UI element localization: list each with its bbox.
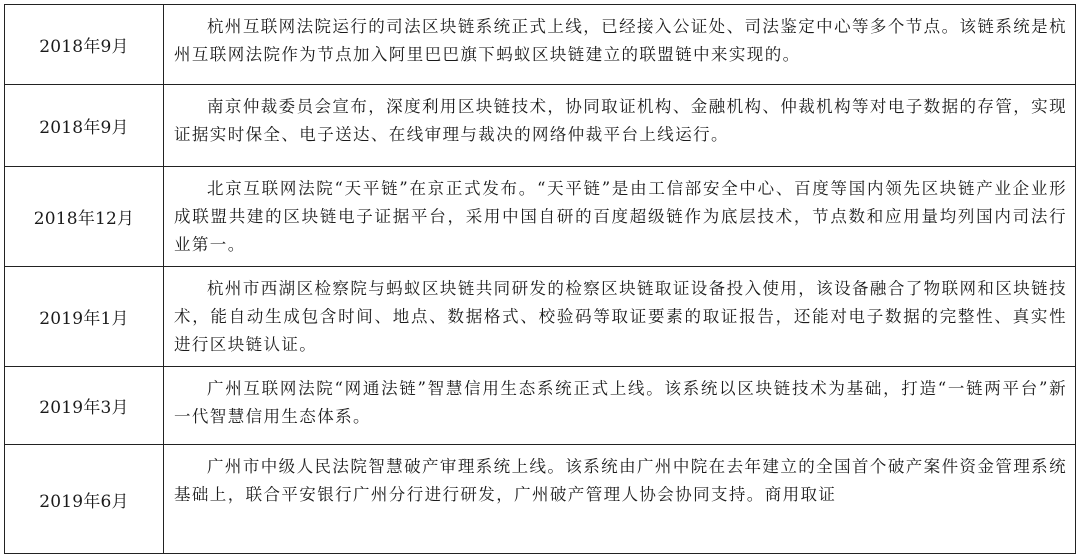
description-cell: 北京互联网法院“天平链”在京正式发布。“天平链”是由工信部安全中心、百度等国内领先区块链产业企业形成联盟共建的区块链电子证据平台，采用中国自研的百度超级链作为底层技术，节点数和应用量均列国内司法行业第一。 [174, 179, 1067, 254]
description-cell: 广州市中级人民法院智慧破产审理系统上线。该系统由广州中院在去年建立的全国首个破产案件资金管理系统基础上，联合平安银行广州分行进行研发，广州破产管理人协会协同支持。商用取证 [174, 457, 1067, 504]
date-cell: 2018年12月 [5, 167, 164, 266]
table-row [5, 445, 1075, 553]
table-row [5, 5, 1075, 85]
description-cell: 广州互联网法院“网通法链”智慧信用生态系统正式上线。该系统以区块链技术为基础，打造“一链两平台”新一代智慧信用生态体系。 [174, 379, 1067, 426]
table-row [5, 367, 1075, 445]
description-cell: 杭州互联网法院运行的司法区块链系统正式上线，已经接入公证处、司法鉴定中心等多个节点。该链系统是杭州互联网法院作为节点加入阿里巴巴旗下蚂蚁区块链建立的联盟链中来实现的。 [174, 17, 1067, 64]
events-table [4, 4, 1076, 554]
table-row [5, 85, 1075, 167]
date-cell: 2018年9月 [5, 85, 164, 166]
table-row [5, 167, 1075, 267]
description-cell: 南京仲裁委员会宣布，深度利用区块链技术，协同取证机构、金融机构、仲裁机构等对电子数据的存管，实现证据实时保全、电子送达、在线审理与裁决的网络仲裁平台上线运行。 [174, 97, 1067, 144]
date-cell: 2019年6月 [5, 445, 164, 553]
date-cell: 2019年1月 [5, 267, 164, 366]
description-cell: 杭州市西湖区检察院与蚂蚁区块链共同研发的检察区块链取证设备投入使用，该设备融合了物联网和区块链技术，能自动生成包含时间、地点、数据格式、校验码等取证要素的取证报告，还能对电子数据的完整性、真实性进行区块链认证。 [174, 279, 1067, 354]
table-row [5, 267, 1075, 367]
date-cell: 2019年3月 [5, 367, 164, 444]
date-cell: 2018年9月 [5, 5, 164, 84]
